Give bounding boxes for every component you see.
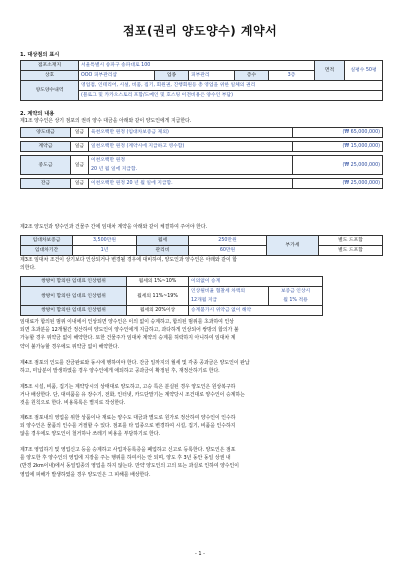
rent-increase-table [20, 276, 323, 316]
lease-deposit-label: 임대차보증금 [21, 236, 73, 246]
business-name-value: OOO 피부관리샵 [79, 71, 155, 81]
interim-payment-text-1: 이천오백만 원정 [89, 156, 293, 166]
deposit-label: 계약금 [21, 142, 71, 152]
text-line: 하고, 미납분이 발생하였을 경우 양수인에게 애되하고 공과금이 확정된 후, 재정산하기로 한다. [20, 368, 220, 375]
lease-period-value: 1년 [73, 246, 137, 256]
deposit-text: 일천오백만 원정 (계약시에 지급하고 영수함) [89, 142, 293, 152]
lease-deposit-value: 3,500만원 [73, 236, 137, 246]
rights-label: 양도양수내역 [21, 81, 79, 101]
text-line: 임대료가 합의된 범위 이내에서 인상되면 양수인은 이의 없이 승계하고, 합의된 범위를 초과하여 인상 [20, 319, 234, 325]
article-3-line-2: 의한다. [20, 265, 36, 271]
area-label: 면적 [315, 61, 345, 81]
article-4 [20, 359, 382, 375]
maintenance-fee-label: 관리비 [137, 246, 189, 256]
vat-fee-option: 별도 드포함 [319, 246, 383, 256]
premises-table [20, 60, 383, 101]
section-2-heading: 2. 계약의 내용 [20, 111, 55, 117]
range-2-deposit-1: 보증금 인상시 [269, 287, 323, 297]
increase-range-label: 쌍방이 합의한 임대료 인상범위 [21, 287, 127, 306]
text-line: 되면 초과분을 12개월간 정산하여 양도인이 양수인에게 지급하고, 과다하게 인상되어 쌍방의 합의가 불 [20, 327, 239, 334]
article-7 [20, 446, 382, 479]
currency-label: 일금 [71, 142, 89, 152]
article-2: 제2조 양도인과 양수인과 건물주 간에 임대차 계약을 아래와 같이 체결하여 주어야 한다. [20, 224, 208, 230]
range-2-deposit-2: 월 1% 적용 [269, 296, 323, 306]
text-line: 를 양도한 후 양수인의 영업에 지장을 주는 행위를 하여서는 안 되며, 양도 후 3년 동안 동일 상권 내 [20, 455, 231, 462]
floor-label: 층수 [235, 71, 269, 81]
article-3-line-1: 제3조 임대차 조건이 상기보다 인상되거나 변경될 경우에 대비하여, 양도인과 양수인은 아래와 같이 합 [20, 257, 238, 263]
range-3: 월세의 20%이상 [127, 306, 189, 316]
range-2: 월세의 11%~19% [127, 287, 189, 306]
range-1-terms: 이의없이 승계 [189, 277, 323, 287]
rights-value-line-2: (블로그 및 카카오스토리 포함/도메인 및 호스팅 이전비용은 양수인 부담) [79, 91, 383, 101]
article-1: 제1조 양수인은 상기 점포의 권리 양수 대금을 아래와 같이 양도인에게 지급한다. [20, 118, 192, 124]
deposit-amount: (₩ 15,000,000) [293, 142, 383, 152]
article-6 [20, 414, 382, 439]
total-price-label: 양도대금 [21, 128, 71, 138]
interim-payment-text-2: 20 년 월 일에 지급함. [89, 165, 293, 175]
lease-period-label: 임대차기간 [21, 246, 73, 256]
area-value: 실평수 50평 [345, 61, 383, 81]
range-2-terms-1: 인상될비율 협찰세 차액의 [189, 287, 269, 297]
monthly-rent-label: 월세 [137, 236, 189, 246]
total-price-amount: (₩ 65,000,000) [293, 128, 383, 138]
text-line: 되 양수인은 물품의 인수를 거절할 수 있다. 점포를 타 업종으로 변경하여 시설, 집기, 비품을 인수하지 [20, 423, 236, 430]
interim-payment-amount: (₩ 25,000,000) [293, 156, 383, 175]
lease-table [20, 235, 383, 256]
rights-value-line-1: 영업점, 인테리어, 시설, 비품, 집기, 회원권, 진행회원등 총 영업을 위한 일체의 권리 [79, 81, 383, 91]
currency-label: 일금 [71, 179, 89, 189]
total-price-text: 육천오백만 원정 (임대차보증금 제외) [89, 128, 293, 138]
vat-label: 부가세 [267, 236, 319, 256]
text-line: 가능할 경우 위약금 없이 해약한다. 또한 건물주가 임대차 계약의 승계를 허락하지 아니하여 임대차 계 [20, 335, 236, 342]
balance-text: 이천오백만 원정 20 년 월 일에 지급함. [89, 179, 293, 189]
currency-label: 일금 [71, 156, 89, 175]
text-line: 제5조 시설, 비품, 집기는 계약당시의 상태대로 양도하고, 고승 특은 분실된 경우 양도인은 원상복구하 [20, 384, 236, 390]
page-number: - 1 - [195, 551, 205, 557]
interim-payment-label: 중도금 [21, 156, 71, 175]
text-line: 제7조 영업하기 및 영업신고 등을 승계하고 사업자등록증을 폐업하고 신고로 등록한다. 양도인은 점포 [20, 447, 236, 453]
text-line: (반경 2km이내)에서 동일업종의 영업을 하지 않는다. 만약 양도인의 고의 또는 과실로 인하여 양수인이 [20, 463, 239, 470]
business-type-label: 업종 [155, 71, 189, 81]
range-3-terms: 승계불가시 위약금 없이 해약 [189, 306, 323, 316]
increase-range-label: 쌍방이 합의한 임대료 인상범위 [21, 306, 127, 316]
balance-label: 잔금 [21, 179, 71, 189]
document-title: 점포(권리 양도양수) 계약서 [122, 24, 278, 38]
text-line: 것을 원칙으로 한다. 비용목록은 별지로 작성한다. [20, 400, 126, 407]
monthly-rent-value: 250만원 [189, 236, 267, 246]
section-1-heading: 1. 대상점의 표시 [20, 52, 60, 58]
text-line: 약이 불가능할 경우에도 위약금 없이 해약한다. [20, 343, 120, 350]
text-line: 영업에 피해가 발생하였을 경우 양도인은 그 피해를 배상한다. [20, 471, 151, 478]
range-1: 월세의 1%~10% [127, 277, 189, 287]
payment-table [20, 127, 383, 189]
text-line: 거나 배상한다. 단, 대여품을 유 장수기, 전화, 인터넷, 카드단말기는 계약당시 조건대로 양수인이 승계하는 [20, 392, 245, 399]
currency-label: 일금 [71, 128, 89, 138]
floor-value: 3층 [269, 71, 315, 81]
location-label: 점포소재지 [21, 61, 79, 71]
text-line: 제4조 점포의 인도를 잔금완료와 동시에 행하여야 한다. 잔금 일까지의 월세 및 각종 공과금은 양도인이 완납 [20, 360, 250, 366]
article-5 [20, 383, 382, 408]
paragraph-rent-terms [20, 318, 382, 351]
vat-rent-option: 별도 드포함 [319, 236, 383, 246]
text-line: 않을 경우에도 양도인이 철거하나 쓰레기 비용을 부담하기로 한다. [20, 431, 160, 438]
location-value: 서울특별시 송파구 송파대로 100 [79, 61, 315, 71]
business-type-value: 피부관리 [189, 71, 235, 81]
text-line: 제6조 점포내의 영업을 위한 상품이나 재료는 양수도 대금과 별도로 원가로 정산하여 양수인이 인수하 [20, 415, 236, 421]
business-name-label: 상호 [21, 71, 79, 81]
range-2-terms-2: 12개월 지급 [189, 296, 269, 306]
maintenance-fee-value: 60만원 [189, 246, 267, 256]
balance-amount: (₩ 25,000,000) [293, 179, 383, 189]
increase-range-label: 쌍방이 합의한 임대료 인상범위 [21, 277, 127, 287]
